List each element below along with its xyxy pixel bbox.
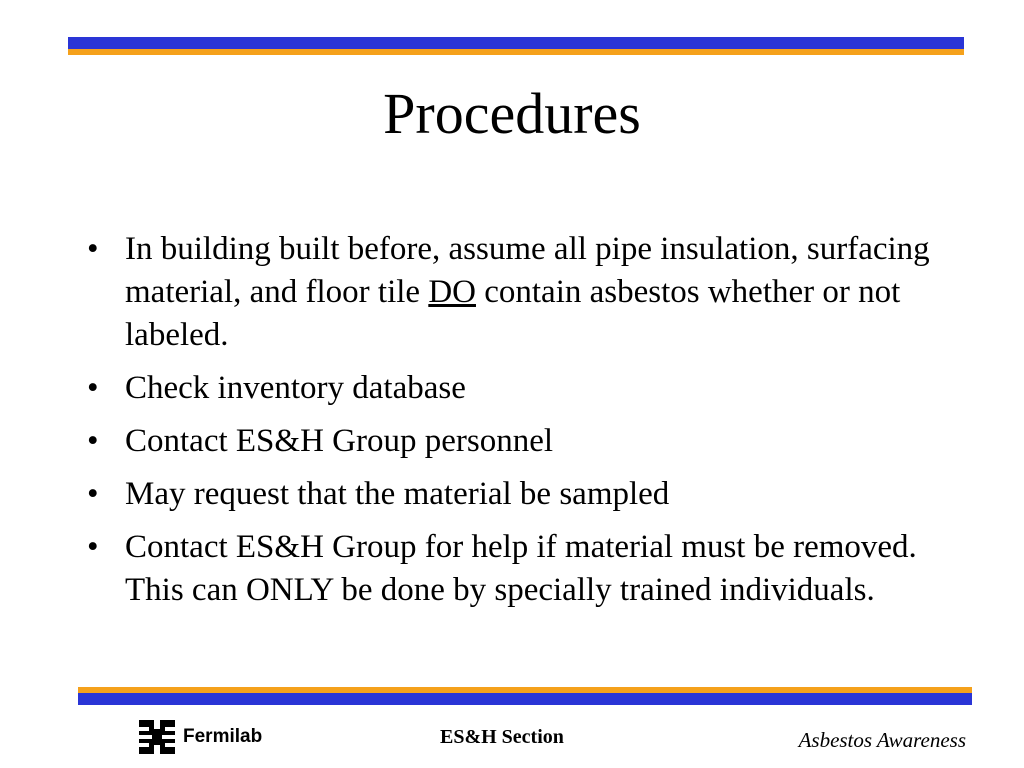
bullet-item-5 <box>83 526 953 612</box>
bottom-bar-blue-stripe <box>78 693 972 705</box>
bullet-marker: • <box>87 529 99 565</box>
footer-section-label: ES&H Section <box>440 726 564 748</box>
bullet-item-4 <box>83 473 953 516</box>
bullet-item-2 <box>83 367 953 410</box>
bullet-item-1 <box>83 228 953 357</box>
fermilab-logo-text: Fermilab <box>183 726 263 747</box>
bullet-text-1-after: contain asbestos whether or not labeled. <box>125 274 901 353</box>
bullet-text-3: Contact ES&H Group personnel <box>125 423 554 459</box>
fermilab-logo-icon <box>139 720 175 754</box>
bullet-list <box>83 228 953 622</box>
top-bar-orange-stripe <box>68 49 964 55</box>
bullet-marker: • <box>87 423 99 459</box>
bullet-item-3 <box>83 420 953 463</box>
fermilab-logo <box>139 719 262 755</box>
bullet-marker: • <box>87 370 99 406</box>
bullet-marker: • <box>87 476 99 512</box>
bullet-marker: • <box>87 231 99 267</box>
top-decorative-bar <box>68 37 964 55</box>
bullet-text-1-before: In building built before, assume all pipe insulation, surfacing material, and floor tile <box>125 231 930 310</box>
top-bar-blue-stripe <box>68 37 964 49</box>
footer-presentation-title: Asbestos Awareness <box>798 728 966 752</box>
bullet-text-1-emphasis: DO <box>428 274 476 310</box>
bottom-decorative-bar <box>78 687 972 705</box>
bullet-text-5: Contact ES&H Group for help if material must be removed. This can ONLY be done by specially trained individuals. <box>125 529 917 608</box>
bullet-text-2: Check inventory database <box>125 370 466 406</box>
slide-title: Procedures <box>383 81 641 146</box>
bullet-text-4: May request that the material be sampled <box>125 476 670 512</box>
